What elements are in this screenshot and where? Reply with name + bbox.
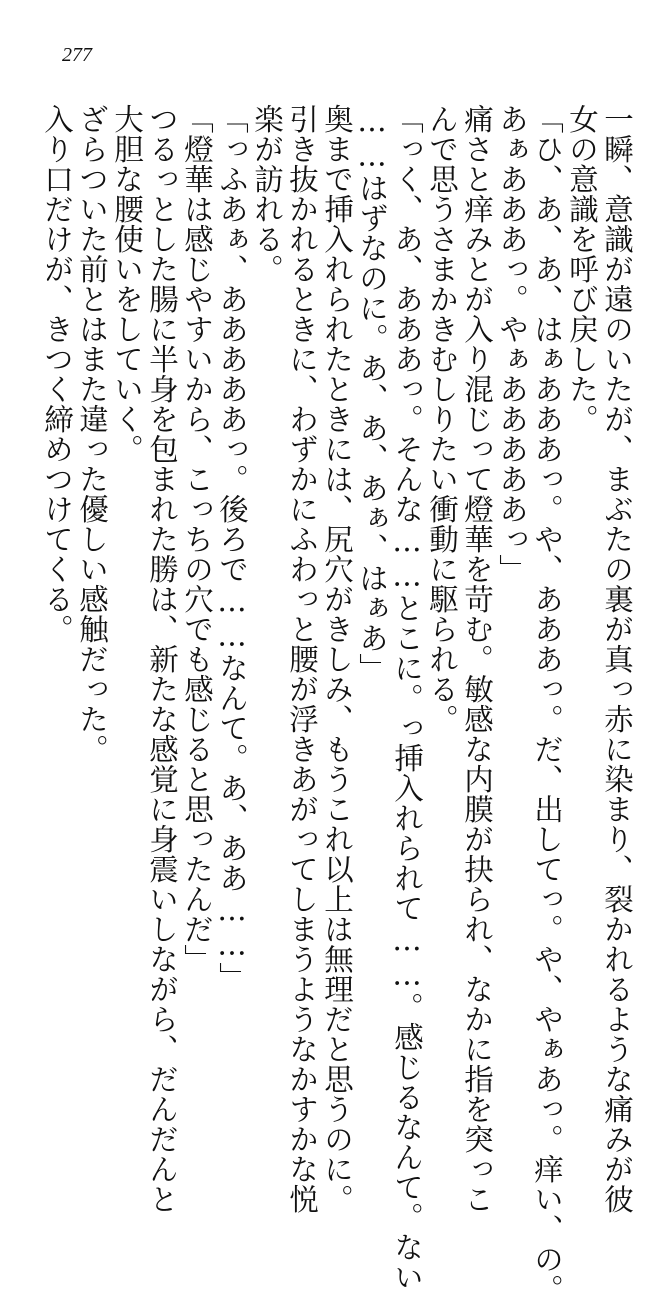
text-line: 一瞬、意識が遠のいたが、まぶたの裏が真っ赤に染まり、裂かれるような痛みが彼: [600, 104, 634, 1214]
text-line: 「っふあぁ、あああああっ。後ろで……なんて。あ、ああ……」: [215, 104, 249, 992]
text-line: んで思うさまかきむしりたい衝動に駆られる。: [425, 104, 459, 734]
text-line: 痛さと痒みとが入り混じって燈華を苛む。敏感な内膜が抉られ、なかに指を突っこ: [460, 104, 494, 1214]
text-line: ……はずなのに。あ、あ、あぁ、はぁあ」: [355, 104, 389, 683]
text-line: あぁあああっ。やぁあああああっ」: [495, 104, 529, 584]
text-line: 楽が訪れる。: [250, 104, 284, 284]
text-line: 「燈華は感じやすいから、こっちの穴でも感じると思ったんだ」: [180, 104, 214, 974]
text-line: 奥まで挿入れられたときには、尻穴がきしみ、もうこれ以上は無理だと思うのに。: [320, 104, 354, 1214]
text-line: ざらついた前とはまた違った優しい感触だった。: [75, 104, 109, 764]
text-line: つるっとした腸に半身を包まれた勝は、新たな感覚に身震いしながら、だんだんと: [145, 104, 179, 1214]
text-line: 入り口だけが、きつく締めつけてくる。: [40, 104, 74, 644]
text-line: 大胆な腰使いをしていく。: [110, 104, 144, 464]
text-line: 「っく、あ、あああっ。そんな……とこに。っ挿入れられて……。感じるなんて。ない: [390, 104, 424, 1292]
text-line: 「ひ、あ、あ、はぁあああっ。や、あああっ。だ、出してっ。や、やぁあっ。痒い、の。: [530, 104, 564, 1304]
body-text: [40, 104, 634, 1304]
text-line: 女の意識を呼び戻した。: [565, 104, 599, 434]
page-number: 277: [62, 44, 92, 66]
text-line: 引き抜かれるときに、わずかにふわっと腰が浮きあがってしまうようなかすかな悦: [285, 104, 319, 1214]
